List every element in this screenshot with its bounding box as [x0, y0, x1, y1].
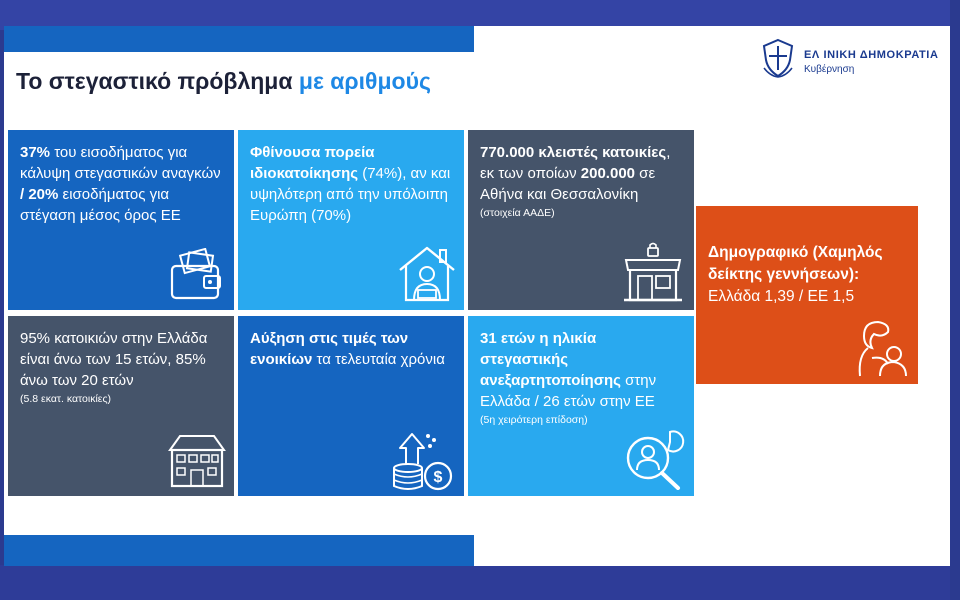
- card-bold: 31 ετών η ηλικία στεγαστικής ανεξαρτητοποίησης: [480, 330, 621, 389]
- card-normal: σε Αθήνα και Θεσσαλονίκη: [480, 165, 656, 203]
- slide-title: [16, 68, 431, 95]
- house-person-icon: [396, 242, 458, 304]
- top-accent-bar: [4, 26, 474, 52]
- title-text: Το στεγαστικό πρόβλημα: [16, 68, 299, 94]
- logo-line1: ΕΛ ΙΝΙΚΗ ΔΗΜΟΚΡΑΤΙΑ: [804, 49, 939, 61]
- background-bottom: [0, 565, 960, 600]
- card-normal: εισοδήματος για στέγαση μέσος όρος ΕΕ: [20, 186, 181, 224]
- card-normal: του εισοδήματος για κάλυψη στεγαστικών αναγκών: [20, 144, 221, 182]
- stat-card-rent-increase: [238, 316, 464, 496]
- card-bold: / 20%: [20, 186, 59, 203]
- svg-text:$: $: [433, 469, 443, 486]
- logo-line2: Κυβέρνηση: [804, 64, 855, 75]
- locked-shop-icon: [620, 242, 686, 304]
- mother-baby-icon: [854, 318, 910, 378]
- card-normal: 95% κατοικιών στην Ελλάδα είναι άνω των 15 ετών, 85% άνω των 20 ετών: [20, 330, 208, 389]
- card-bold: Δημογραφικό (Χαμηλός δείκτης γεννήσεων):: [708, 244, 883, 283]
- card-normal: , εκ των οποίων: [480, 144, 671, 182]
- crest-icon: [760, 38, 796, 78]
- presentation-slide: [4, 26, 950, 566]
- card-note: (5η χειρότερη επίδοση): [480, 414, 588, 426]
- card-text: [480, 142, 684, 221]
- card-bold: 37%: [20, 144, 51, 161]
- card-text: [20, 142, 224, 226]
- card-text: [250, 142, 454, 226]
- card-text: [708, 242, 908, 308]
- card-note: (στοιχεία ΑΑΔΕ): [480, 207, 555, 219]
- rising-coins-icon: [390, 430, 456, 492]
- card-text: [250, 328, 454, 370]
- stat-card-homeownership: [238, 130, 464, 310]
- title-highlight: με αριθμούς: [298, 68, 431, 94]
- card-bold: Αύξηση στις τιμές των ενοικίων: [250, 330, 409, 368]
- card-bold: Φθίνουσα πορεία ιδιοκατοίκησης: [250, 144, 375, 182]
- card-bold: 770.000 κλειστές κατοικίες: [480, 144, 667, 161]
- stat-card-building-age: [8, 316, 234, 496]
- card-text: [20, 328, 224, 407]
- card-normal: (74%), αν και υψηλότερη από την υπόλοιπη Ευρώπη (70%): [250, 165, 451, 224]
- building-icon: [166, 432, 228, 488]
- card-bold: 200.000: [580, 165, 636, 182]
- card-text: [480, 328, 684, 428]
- card-normal: στην Ελλάδα / 26 ετών στην ΕΕ: [480, 372, 657, 410]
- card-normal: Ελλάδα 1,39 / ΕΕ 1,5: [708, 288, 855, 305]
- stat-card-closed-homes: [468, 130, 694, 310]
- card-note: (5.8 εκατ. κατοικίες): [20, 393, 112, 405]
- bottom-accent-bar: [4, 535, 474, 566]
- magnifier-person-icon: [622, 428, 688, 490]
- card-normal: τα τελευταία χρόνια: [312, 351, 445, 368]
- wallet-icon: [168, 248, 224, 304]
- background-right: [950, 0, 960, 600]
- stat-card-income: [8, 130, 234, 310]
- stat-card-independence-age: [468, 316, 694, 496]
- government-logo: [756, 34, 950, 84]
- stat-card-demographics: [696, 206, 918, 384]
